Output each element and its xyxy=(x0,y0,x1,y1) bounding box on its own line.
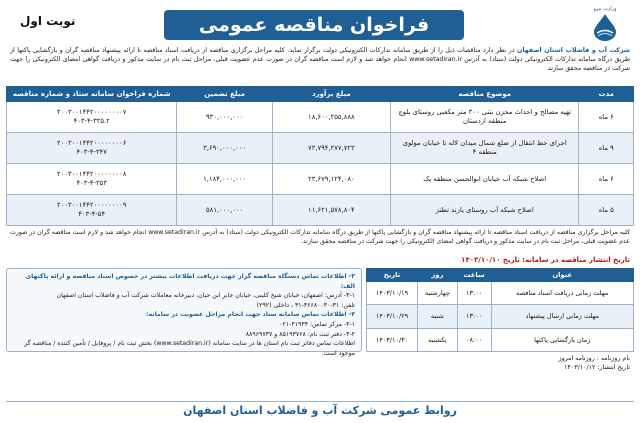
row-number-tender: ۴۰۳-۴-۳۴۷ xyxy=(76,148,107,156)
row-number-setad: ۲۰۰۳۰۰۱۴۴۲۰۰۰۰۰۰۰۰۷ xyxy=(57,108,127,116)
table-row xyxy=(7,133,634,164)
row-guarantee: ۳,۶۹۰,۰۰۰,۰۰۰ xyxy=(177,133,272,164)
row-number-setad: ۲۰۰۳۰۰۱۴۴۲۰۰۰۰۰۰۰۰۸ xyxy=(57,170,127,178)
water-drop-icon xyxy=(588,12,622,42)
schedule-header-row xyxy=(367,269,634,282)
row-duration: ۵ ماه xyxy=(579,195,634,226)
col-duration: مدت xyxy=(579,87,634,102)
bottom-section xyxy=(6,268,634,357)
intro-paragraph xyxy=(6,46,634,84)
col-number: شماره فراخوان سامانه ستاد و شماره مناقصه xyxy=(7,87,177,102)
schedule-day: شنبه xyxy=(417,305,457,328)
newspaper-date: تاریخ انتشار: ۱۴۰۳/۱۰/۱۲ xyxy=(564,364,630,371)
schedule-table xyxy=(366,268,634,352)
col-guarantee: مبلغ تضمین xyxy=(177,87,272,102)
row-subject: تهیه مصالح و احداث مخزن بتنی ۳۰۰ متر مکعبی روستای بلوچ منطقه اردستان xyxy=(390,102,579,133)
info-line: ۳- اطلاعات تماس دستگاه مناقصه گزار جهت دریافت اطلاعات بیشتر در خصوص اسناد مناقصه و ارائه پاکتهای الف: xyxy=(25,273,355,290)
intro-company: شرکت آب و فاضلاب استان اصفهان xyxy=(517,47,631,54)
row-number-setad: ۲۰۰۳۰۰۱۴۴۲۰۰۰۰۰۰۰۰۶ xyxy=(57,139,127,147)
row-number xyxy=(7,164,177,195)
schedule-time: ۱۳:۰۰ xyxy=(457,282,491,305)
schedule-time: ۱۳:۰۰ xyxy=(457,305,491,328)
row-subject: اجرای خط انتقال از ضلع شمال میدان لاله تا خیابان مولوی منطقه ۴ xyxy=(390,133,579,164)
schedule-day: یکشنبه xyxy=(417,328,457,351)
procedure-paragraph: کلیه مراحل برگزاری مناقصه از دریافت اسناد مناقصه تا ارائه پیشنهاد مناقصه گران و بازگشایی پاکتها از طریق درگاه سامانه تدارکات الکترونیکی دولت (ستاد) به آدرس www.setadiran.ir انجام خواهد شد و لازم است مناقصه گران در صورت عدم عضویت قبلی، مراحل ثبت نام در سایت مذکور و دریافت گواهی امضای الکترونیکی را جهت شرکت در مناقصه محقق سازند. xyxy=(10,229,631,245)
info-line: ۳-۱- آدرس: اصفهان، خیابان شیخ کلینی، خیابان جابر ابن حیان، دبیرخانه معاملات شرکت آب و فاضلاب استان اصفهان xyxy=(56,292,355,300)
info-line: اطلاعات تماس دفاتر ثبت نام استان ها در سایت سامانه (www.setadiran.ir) بخش ثبت نام / پروفایل / تأمین کننده / مناقصه گر موجود است. xyxy=(24,340,355,357)
row-duration: ۹ ماه xyxy=(579,133,634,164)
logo-caption: وزارت نیرو xyxy=(593,6,617,12)
row-number xyxy=(7,195,177,226)
schedule-date: ۱۴۰۳/۱۰/۳۰ xyxy=(367,328,418,351)
newspaper-name: نام روزنامه : روزنامه امروز xyxy=(558,355,630,362)
schedule-day: چهارشنبه xyxy=(417,282,457,305)
schedule-title: زمان بازگشایی پاکتها xyxy=(491,328,634,351)
col-title: عنوان xyxy=(491,269,634,282)
row-duration: ۶ ماه xyxy=(579,102,634,133)
table-row xyxy=(7,195,634,226)
row-subject: اصلاح شبکه آب روستای یارند نطنز xyxy=(390,195,579,226)
row-duration: ۶ ماه xyxy=(579,164,634,195)
table-row xyxy=(367,282,634,305)
info-line: ۴-۱- مرکز تماس: ۴۱۹۳۴-۰۲۱ xyxy=(279,320,355,328)
tenders-header-row xyxy=(7,87,634,102)
schedule-time: ۰۸:۰۰ xyxy=(457,328,491,351)
contact-info-box xyxy=(6,268,362,357)
col-estimate: مبلغ برآورد xyxy=(272,87,390,102)
row-number-tender: ۴۰۳-۴-۳۵۳ xyxy=(76,179,107,187)
col-day: روز xyxy=(417,269,457,282)
row-number-tender: ۴۰۳-۴-۵۴ xyxy=(78,210,106,218)
info-line: تلفن: ۳۱-۳۶۶۸۰۰۳۰-۳۱ ، داخلی (۲۹۲) xyxy=(256,301,355,309)
notice-round: نوبت اول xyxy=(20,14,76,28)
schedule-title: مهلت زمانی دریافت اسناد مناقصه xyxy=(491,282,634,305)
info-line: ۴-۲- دفتر ثبت نام: ۸۵۱۹۳۷۶۸ و ۸۸۹۶۹۷۳۷ xyxy=(245,330,355,338)
row-number xyxy=(7,102,177,133)
row-estimate: ۲۳,۶۷۹,۱۲۴,۰۸۰ xyxy=(272,164,390,195)
row-subject: اصلاح شبکه آب خیابان ابوالحسن منطقه یک xyxy=(390,164,579,195)
table-row xyxy=(7,164,634,195)
notice-header xyxy=(6,4,634,44)
intro-text: در نظر دارد مناقصات ذیل را از طریق سامانه تدارکات الکترونیکی دولت برگزار نماید. کلیه مراحل برگزاری مناقصه از دریافت اسناد مناقصه تا ارائه پیشنهاد مناقصه گران و بازگشایی پاکتها از طریق درگاه سامانه تدارکات الکترونیکی دولت (ستاد) به آدرس www.setadiran.ir انجام خواهد شد و لازم است مناقصه گران در صورت عدم عضویت قبلی، مراحل ثبت نام در سایت مذکور و دریافت گواهی امضای الکترونیکی را جهت شرکت در مناقصه محقق سازند. xyxy=(10,47,630,73)
row-number-setad: ۲۰۰۳۰۰۱۴۴۲۰۰۰۰۰۰۰۰۹ xyxy=(57,201,127,209)
notice-title: فراخوان مناقصه عمومی xyxy=(164,10,464,40)
schedule-date: ۱۴۰۳/۱۰/۲۹ xyxy=(367,305,418,328)
col-date: تاریخ xyxy=(367,269,418,282)
table-row xyxy=(7,102,634,133)
row-guarantee: ۹۳۰,۰۰۰,۰۰۰ xyxy=(177,102,272,133)
schedule-date: ۱۴۰۳/۱۰/۱۹ xyxy=(367,282,418,305)
tenders-table xyxy=(6,86,634,226)
table-row xyxy=(367,328,634,351)
table-row xyxy=(367,305,634,328)
public-relations-footer: روابط عمومی شرکت آب و فاضلاب استان اصفهان xyxy=(6,401,634,419)
row-estimate: ۷۳,۷۹۴,۲۷۷,۷۲۳ xyxy=(272,133,390,164)
row-number-tender: ۴۰۳-۴-۳۲۵.۲ xyxy=(73,117,110,125)
col-subject: موضوع مناقصه xyxy=(390,87,579,102)
water-company-logo xyxy=(582,6,628,46)
row-number xyxy=(7,133,177,164)
info-line: ۴- اطلاعات تماس سامانه ستاد جهت انجام مراحل عضویت در سامانه: xyxy=(146,311,355,319)
row-guarantee: ۱,۱۸۴,۰۰۰,۰۰۰ xyxy=(177,164,272,195)
row-guarantee: ۵۸۱,۰۰۰,۰۰۰ xyxy=(177,195,272,226)
col-time: ساعت xyxy=(457,269,491,282)
schedule-title: مهلت زمانی ارسال پیشنهاد xyxy=(491,305,634,328)
row-estimate: ۱۸,۶۰۰,۲۵۵,۸۸۸ xyxy=(272,102,390,133)
row-estimate: ۱۱,۶۲۱,۵۷۸,۸۰۴ xyxy=(272,195,390,226)
publish-date: تاریخ انتشار مناقصه در سامانه: تاریخ ۱۴۰۳/۱۰/۱۰ xyxy=(461,256,630,264)
